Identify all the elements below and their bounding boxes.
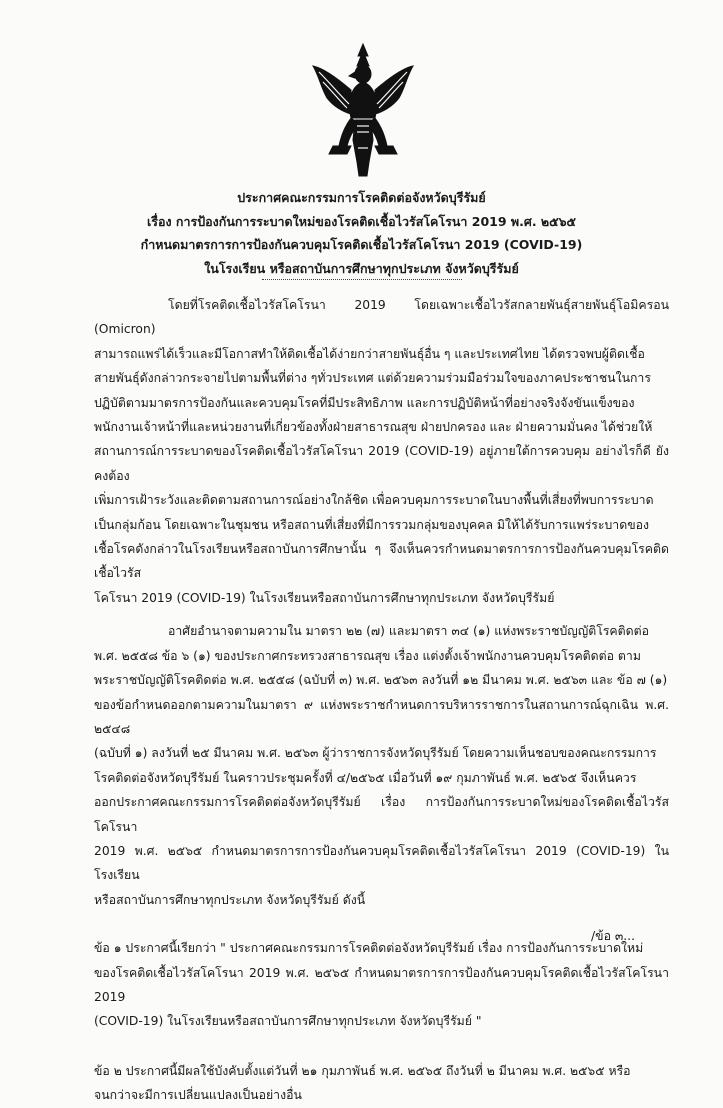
announcement-body xyxy=(94,293,669,1108)
preamble-paragraph: โดยที่โรคติดเชื้อไวรัสโคโรนา 2019 โดยเฉพาะเชื้อไวรัสกลายพันธุ์สายพันธุ์โอมิครอน (Omicron) สามารถแพร่ได้เร็วและมีโอกาสทำให้ติดเชื้อได้ง่ายกว่าสายพันธุ์อื่น ๆ และประเทศไทย ได้ตรวจพบผู้ติดเชื้อ สายพันธุ์ดังกล่าวกระจายไปตามพื้นที่ต่าง ๆทั่วประเทศ แต่ด้วยความร่วมมือร่วมใจของภาคประชาชนในการ ปฏิบัติตามมาตรการป้องกันและควบคุมโรคที่มีประสิทธิภาพ และการปฏิบัติหน้าที่อย่างจริงจังขันแข็งของ พนักงานเจ้าหน้าที่และหน่วยงานที่เกี่ยวข้องทั้งฝ่ายสาธารณสุข ฝ่ายปกครอง และ ฝ่ายความมั่นคง ได้ช่วยให้ สถานการณ์การระบาดของโรคติดเชื้อไวรัสโคโรนา 2019 (COVID-19) อยู่ภายใต้การควบคุม อย่างไรก็ดี ยังคงต้อง เพิ่มการเฝ้าระวังและติดตามสถานการณ์อย่างใกล้ชิด เพื่อควบคุมการระบาดในบางพื้นที่เสี่ยงที่พบการระบาด เป็นกลุ่มก้อน โดยเฉพาะในชุมชน หรือสถานที่เสี่ยงที่มีการรวมกลุ่มของบุคคล มิให้ได้รับการแพร่ระบาดของ เชื้อโรคดังกล่าวในโรงเรียนหรือสถาบันการศึกษานั้น ๆ จึงเห็นควรกำหนดมาตรการการป้องกันควบคุมโรคติดเชื้อไวรัส โคโรนา 2019 (COVID-19) ในโรงเรียนหรือสถาบันการศึกษาทุกประเภท จังหวัดบุรีรัมย์ xyxy=(94,298,669,605)
clause-2: ข้อ ๒ ประกาศนี้มีผลใช้บังคับตั้งแต่วันที่ ๒๑ กุมภาพันธ์ พ.ศ. ๒๕๖๕ ถึงวันที่ ๒ มีนาคม พ.ศ. ๒๕๖๕ หรือ จนกว่าจะมีการเปลี่ยนแปลงเป็นอย่างอื่น xyxy=(94,1063,631,1103)
garuda-emblem-icon xyxy=(311,42,415,180)
announcement-scope: ในโรงเรียน หรือสถาบันการศึกษาทุกประเภท จังหวัดบุรีรัมย์ xyxy=(204,260,519,276)
announcement-header xyxy=(0,186,723,280)
announcement-subject: เรื่อง การป้องกันการระบาดใหม่ของโรคติดเชื้อไวรัสโคโรนา 2019 พ.ศ. ๒๕๖๕ xyxy=(146,213,577,229)
clause-1: ข้อ ๑ ประกาศนี้เรียกว่า " ประกาศคณะกรรมการโรคติดต่อจังหวัดบุรีรัมย์ เรื่อง การป้องกันการระบาดใหม่ ของโรคติดเชื้อไวรัสโคโรนา 2019 พ.ศ. ๒๕๖๕ กำหนดมาตรการการป้องกันควบคุมโรคติดเชื้อไวรัสโคโรนา 2019 (COVID-19) ในโรงเรียนหรือสถาบันการศึกษาทุกประเภท จังหวัดบุรีรัมย์ " xyxy=(94,941,669,1029)
announcement-title: ประกาศคณะกรรมการโรคติดต่อจังหวัดบุรีรัมย์ xyxy=(237,190,486,205)
dotted-divider xyxy=(262,279,462,280)
announcement-subtitle: กำหนดมาตรการการป้องกันควบคุมโรคติดเชื้อไวรัสโคโรนา 2019 (COVID-19) xyxy=(140,237,583,252)
authority-paragraph: อาศัยอำนาจตามความใน มาตรา ๒๒ (๗) และมาตรา ๓๔ (๑) แห่งพระราชบัญญัติโรคติดต่อ พ.ศ. ๒๕๕๘ ข้อ ๖ (๑) ของประกาศกระทรวงสาธารณสุข เรื่อง แต่งตั้งเจ้าพนักงานควบคุมโรคติดต่อ ตาม พระราชบัญญัติโรคติดต่อ พ.ศ. ๒๕๕๘ (ฉบับที่ ๓) พ.ศ. ๒๕๖๓ ลงวันที่ ๑๒ มีนาคม พ.ศ. ๒๕๖๓ และ ข้อ ๗ (๑) ของข้อกำหนดออกตามความในมาตรา ๙ แห่งพระราชกำหนดการบริหารราชการในสถานการณ์ฉุกเฉิน พ.ศ. ๒๕๔๘ (ฉบับที่ ๑) ลงวันที่ ๒๕ มีนาคม พ.ศ. ๒๕๖๓ ผู้ว่าราชการจังหวัดบุรีรัมย์ โดยความเห็นชอบของคณะกรรมการ โรคติดต่อจังหวัดบุรีรัมย์ ในคราวประชุมครั้งที่ ๔/๒๕๖๕ เมื่อวันที่ ๑๙ กุมภาพันธ์ พ.ศ. ๒๕๖๕ จึงเห็นควร ออกประกาศคณะกรรมการโรคติดต่อจังหวัดบุรีรัมย์ เรื่อง การป้องกันการระบาดใหม่ของโรคติดเชื้อไวรัสโคโรนา 2019 พ.ศ. ๒๕๖๕ กำหนดมาตรการการป้องกันควบคุมโรคติดเชื้อไวรัสโคโรนา 2019 (COVID-19) ในโรงเรียน หรือสถาบันการศึกษาทุกประเภท จังหวัดบุรีรัมย์ ดังนี้ xyxy=(94,624,669,907)
continued-marker: /ข้อ ๓... xyxy=(591,929,635,943)
